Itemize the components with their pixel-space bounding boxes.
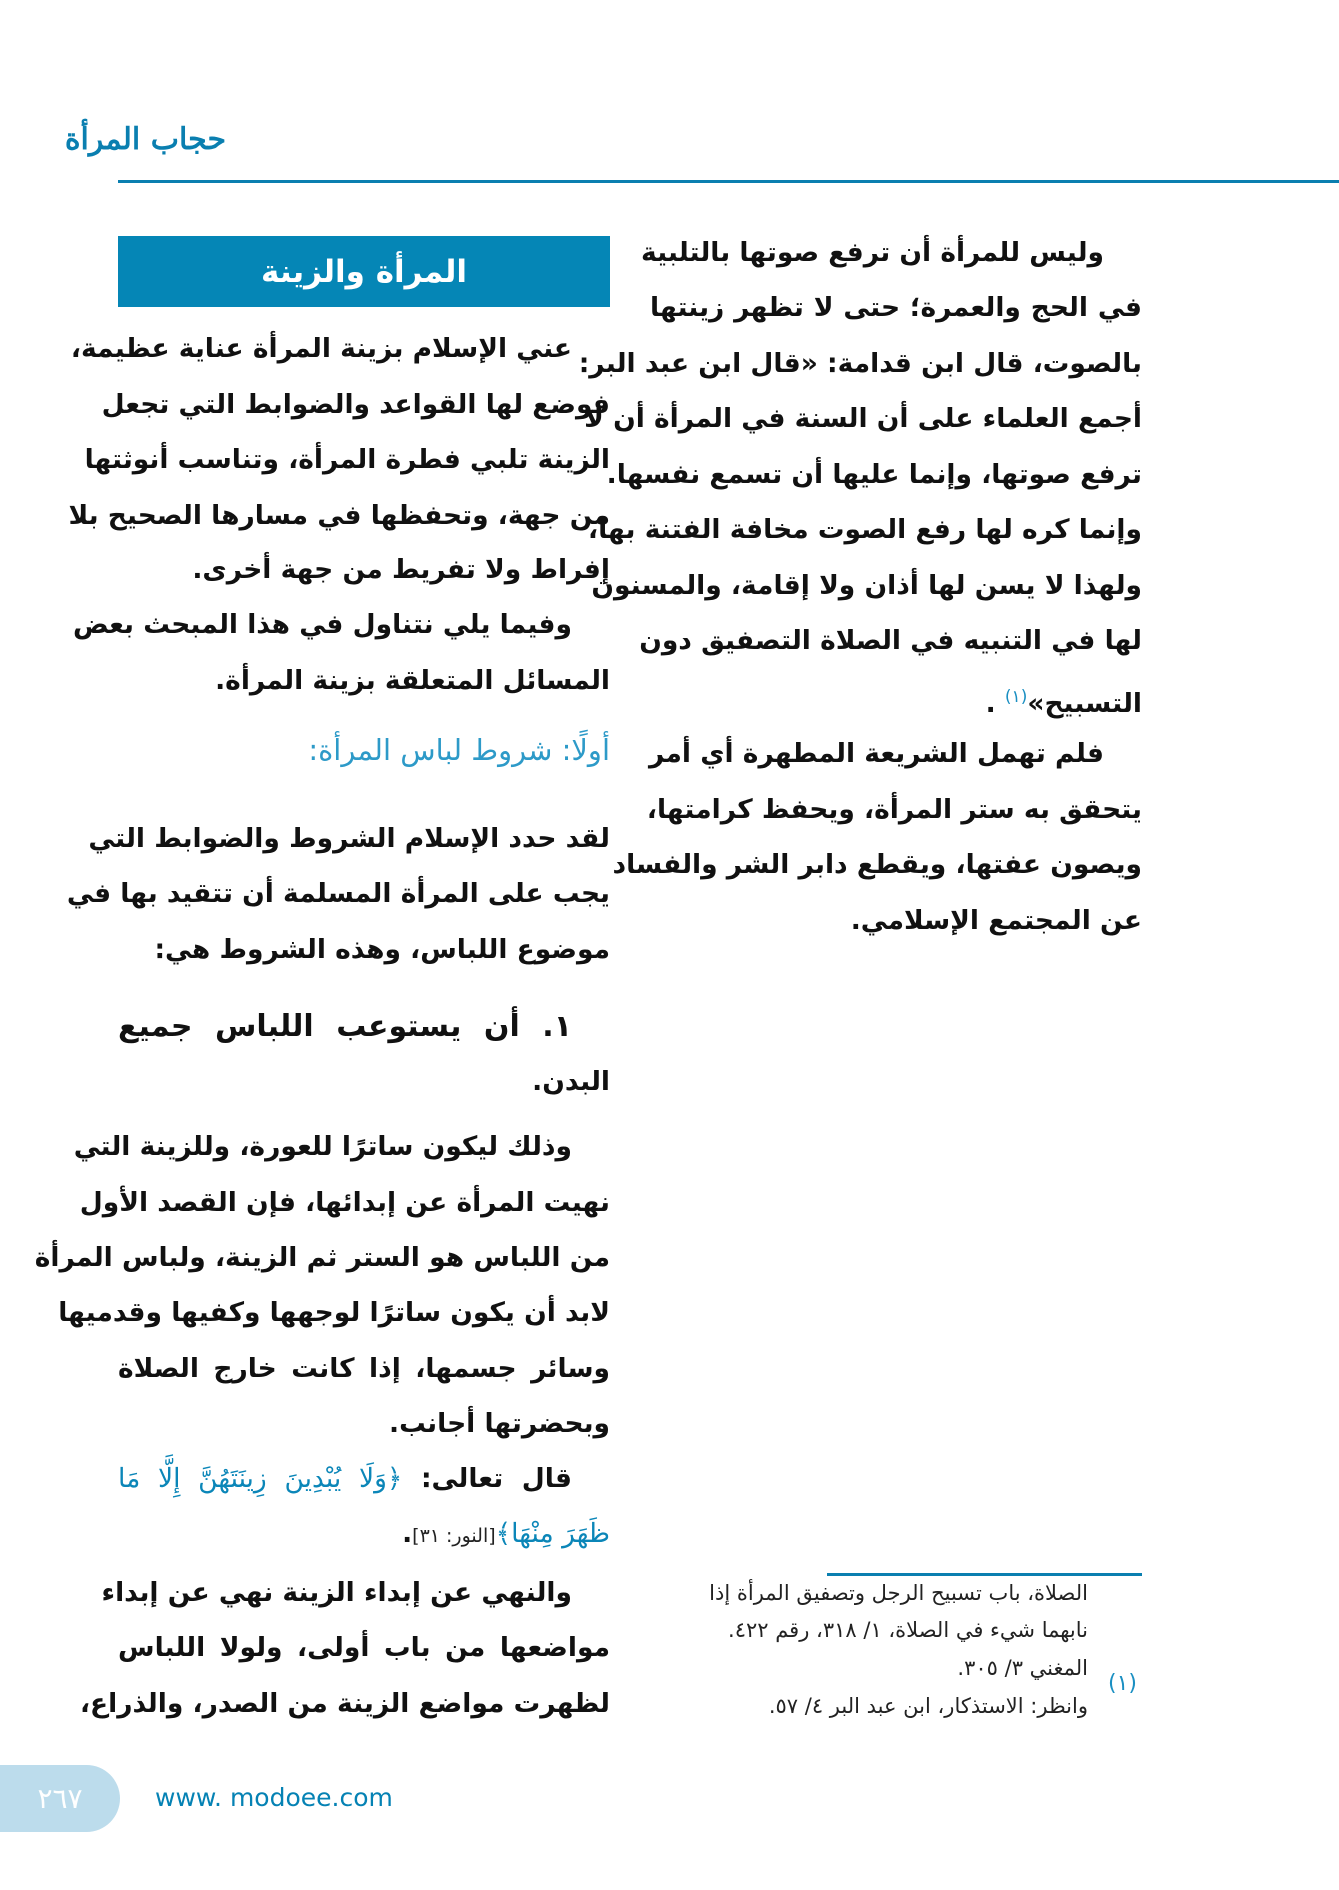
- verse-reference: [النور: ٣١]: [412, 1525, 496, 1547]
- footnote-reference[interactable]: (١): [1004, 687, 1028, 707]
- page-number-badge: [0, 1765, 120, 1832]
- footnote-line: الصلاة، باب تسبيح الرجل وتصفيق المرأة إذا: [709, 1581, 1088, 1605]
- text-line: لها في التنبيه في الصلاة التصفيق دون: [639, 625, 1142, 656]
- text-line: من اللباس هو الستر ثم الزينة، ولباس المرأة: [34, 1242, 610, 1273]
- text-line: وسائر جسمها، إذا كانت خارج الصلاة: [118, 1353, 610, 1384]
- text-line: ولهذا لا يسن لها أذان ولا إقامة، والمسنون: [591, 570, 1142, 601]
- quran-verse: ظَهَرَ مِنْهَا﴾: [495, 1518, 610, 1549]
- running-title: حجاب المرأة: [64, 122, 226, 157]
- section-title-banner: [118, 236, 610, 307]
- text-line: لقد حدد الإسلام الشروط والضوابط التي: [88, 823, 610, 854]
- text-line: إفراط ولا تفريط من جهة أخرى.: [192, 554, 610, 585]
- footnote-line: وانظر: الاستذكار، ابن عبد البر ٤/ ٥٧.: [768, 1694, 1088, 1718]
- section-title: المرأة والزينة: [261, 253, 467, 290]
- quran-verse: ﴿وَلَا يُبْدِينَ زِينَتَهُنَّ إِلَّا مَا: [118, 1463, 403, 1494]
- text-line: من جهة، وتحفظها في مسارها الصحيح بلا: [68, 500, 610, 531]
- text-line: عني الإسلام بزينة المرأة عناية عظيمة،: [70, 333, 572, 364]
- text-line: [118, 1514, 610, 1556]
- text-line: أجمع العلماء على أن السنة في المرأة أن لا: [584, 403, 1142, 434]
- header-rule: [118, 180, 1339, 183]
- text-line: فوضع لها القواعد والضوابط التي تجعل: [101, 389, 610, 420]
- text-line: وليس للمرأة أن ترفع صوتها بالتلبية: [641, 237, 1104, 268]
- text-line: فلم تهمل الشريعة المطهرة أي أمر: [649, 738, 1104, 769]
- text-line: نهيت المرأة عن إبدائها، فإن القصد الأول: [79, 1187, 610, 1218]
- website-link[interactable]: www. modoee.com: [155, 1783, 393, 1812]
- text-line: لابد أن يكون ساترًا لوجهها وكفيها وقدميها: [58, 1297, 610, 1328]
- text-line: وفيما يلي نتناول في هذا المبحث بعض: [72, 609, 572, 640]
- text-segment: التسبيح»: [1027, 687, 1142, 719]
- page-number: ٢٦٧: [37, 1782, 83, 1815]
- footnote-separator: [827, 1573, 1142, 1576]
- text-line: بالصوت، قال ابن قدامة: «قال ابن عبد البر:: [578, 348, 1142, 379]
- text-line: الزينة تلبي فطرة المرأة، وتناسب أنوثتها: [84, 444, 610, 475]
- text-line: ترفع صوتها، وإنما عليها أن تسمع نفسها.: [606, 459, 1142, 490]
- text-line: يتحقق به ستر المرأة، ويحفظ كرامتها،: [646, 794, 1142, 825]
- text-line: وبحضرتها أجانب.: [389, 1408, 610, 1439]
- text-line: [118, 1459, 610, 1499]
- footnote-line: نابهما شيء في الصلاة، ١/ ٣١٨، رقم ٤٢٢.: [728, 1618, 1088, 1642]
- subheading: أولًا: شروط لباس المرأة:: [308, 733, 610, 767]
- text-line: وذلك ليكون ساترًا للعورة، وللزينة التي: [73, 1131, 572, 1162]
- text-line: البدن.: [532, 1066, 610, 1097]
- text-segment: .: [985, 687, 1005, 719]
- text-segment: .: [402, 1518, 413, 1549]
- footnote-marker: (١): [1108, 1671, 1138, 1696]
- text-line: موضوع اللباس، وهذه الشروط هي:: [154, 934, 610, 965]
- text-line: عن المجتمع الإسلامي.: [850, 905, 1142, 936]
- text-line: ويصون عفتها، ويقطع دابر الشر والفساد: [612, 849, 1142, 880]
- footnote-line: المغني ٣/ ٣٠٥.: [957, 1656, 1088, 1680]
- text-line: مواضعها من باب أولى، ولولا اللباس: [118, 1632, 610, 1663]
- text-line: يجب على المرأة المسلمة أن تتقيد بها في: [66, 878, 610, 909]
- text-line: والنهي عن إبداء الزينة نهي عن إبداء: [101, 1577, 572, 1608]
- text-line: ١. أن يستوعب اللباس جميع: [118, 1009, 572, 1044]
- text-line: لظهرت مواضع الزينة من الصدر، والذراع،: [79, 1688, 610, 1719]
- text-line: وإنما كره لها رفع الصوت مخافة الفتنة بها،: [588, 514, 1142, 545]
- text-line: في الحج والعمرة؛ حتى لا تظهر زينتها: [650, 292, 1142, 323]
- text-line: المسائل المتعلقة بزينة المرأة.: [215, 665, 610, 696]
- text-line: [650, 677, 1142, 724]
- text-segment: قال تعالى:: [402, 1463, 572, 1494]
